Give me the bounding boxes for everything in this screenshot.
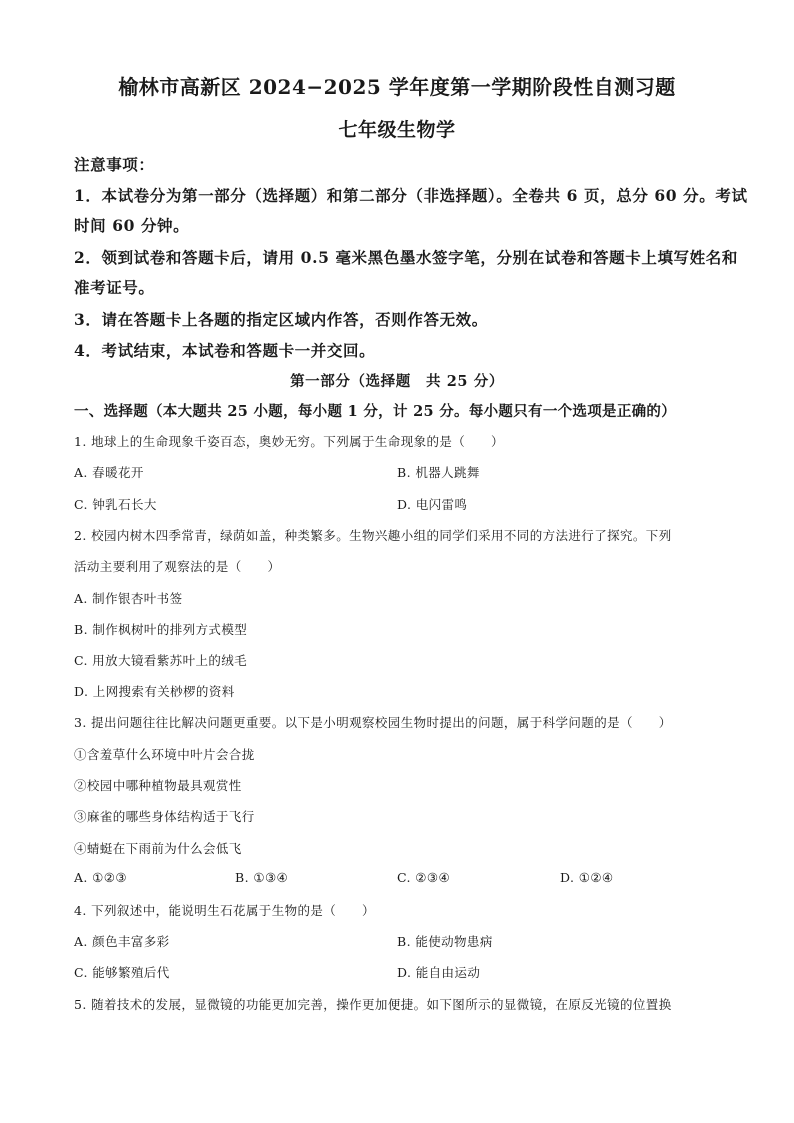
- question-4-stem: 4. 下列叙述中，能说明生石花属于生物的是（ ）: [74, 903, 375, 918]
- exam-subtitle: 七年级生物学: [338, 119, 456, 141]
- note-2-line-1: 2．领到试卷和答题卡后，请用 0.5 毫米黑色墨水签字笔，分别在试卷和答题卡上填写姓名和: [74, 248, 738, 267]
- question-1-option-a: A. 春暖花开: [74, 465, 144, 480]
- question-3-item-4: ④蜻蜓在下雨前为什么会低飞: [74, 841, 242, 856]
- question-2-option-b: B. 制作枫树叶的排列方式模型: [74, 622, 248, 637]
- question-2-option-d: D. 上网搜索有关桫椤的资料: [74, 684, 235, 699]
- question-3-stem: 3. 提出问题往往比解决问题更重要。以下是小明观察校园生物时提出的问题，属于科学问题的是（ ）: [74, 715, 672, 730]
- question-2-option-c: C. 用放大镜看紫苏叶上的绒毛: [74, 653, 248, 668]
- question-1-option-d: D. 电闪雷鸣: [397, 497, 468, 512]
- question-4-option-c: C. 能够繁殖后代: [74, 965, 170, 980]
- question-3-item-2: ②校园中哪种植物最具观赏性: [74, 778, 242, 793]
- note-3: 3．请在答题卡上各题的指定区域内作答，否则作答无效。: [74, 310, 488, 329]
- question-3-option-c: C. ②③④: [397, 870, 451, 885]
- exam-title: 榆林市高新区 2024−2025 学年度第一学期阶段性自测习题: [118, 75, 676, 99]
- question-1-option-c: C. 钟乳石长大: [74, 497, 157, 512]
- question-3-item-3: ③麻雀的哪些身体结构适于飞行: [74, 809, 255, 824]
- note-4: 4．考试结束，本试卷和答题卡一并交回。: [74, 341, 376, 360]
- question-4-option-b: B. 能使动物患病: [397, 934, 493, 949]
- notes-heading: 注意事项：: [74, 155, 155, 174]
- question-3-item-1: ①含羞草什么环境中叶片会合拢: [74, 747, 255, 762]
- question-3-option-a: A. ①②③: [74, 870, 127, 885]
- question-2-stem-line-1: 2. 校园内树木四季常青，绿荫如盖，种类繁多。生物兴趣小组的同学们采用不同的方法进行了探究。下列: [74, 528, 672, 543]
- question-4-option-a: A. 颜色丰富多彩: [74, 934, 170, 949]
- question-2-stem-line-2: 活动主要利用了观察法的是（ ）: [74, 559, 281, 574]
- note-1-line-2: 时间 60 分钟。: [74, 216, 190, 235]
- question-3-option-d: D. ①②④: [560, 870, 614, 885]
- question-1-stem: 1. 地球上的生命现象千姿百态，奥妙无穷。下列属于生命现象的是（ ）: [74, 434, 504, 449]
- question-5-stem: 5. 随着技术的发展，显微镜的功能更加完善，操作更加便捷。如下图所示的显微镜，在原反光镜的位置换: [74, 997, 672, 1012]
- question-2-option-a: A. 制作银杏叶书签: [74, 591, 183, 606]
- question-3-option-b: B. ①③④: [235, 870, 289, 885]
- question-1-option-b: B. 机器人跳舞: [397, 465, 480, 480]
- section-heading: 一、选择题（本大题共 25 小题，每小题 1 分，计 25 分。每小题只有一个选项是正确的）: [74, 403, 677, 420]
- part1-heading: 第一部分（选择题 共 25 分）: [290, 373, 504, 390]
- note-1-line-1: 1．本试卷分为第一部分（选择题）和第二部分（非选择题）。全卷共 6 页，总分 60 分。考试: [74, 186, 748, 205]
- note-2-line-2: 准考证号。: [74, 278, 155, 297]
- question-4-option-d: D. 能自由运动: [397, 965, 481, 980]
